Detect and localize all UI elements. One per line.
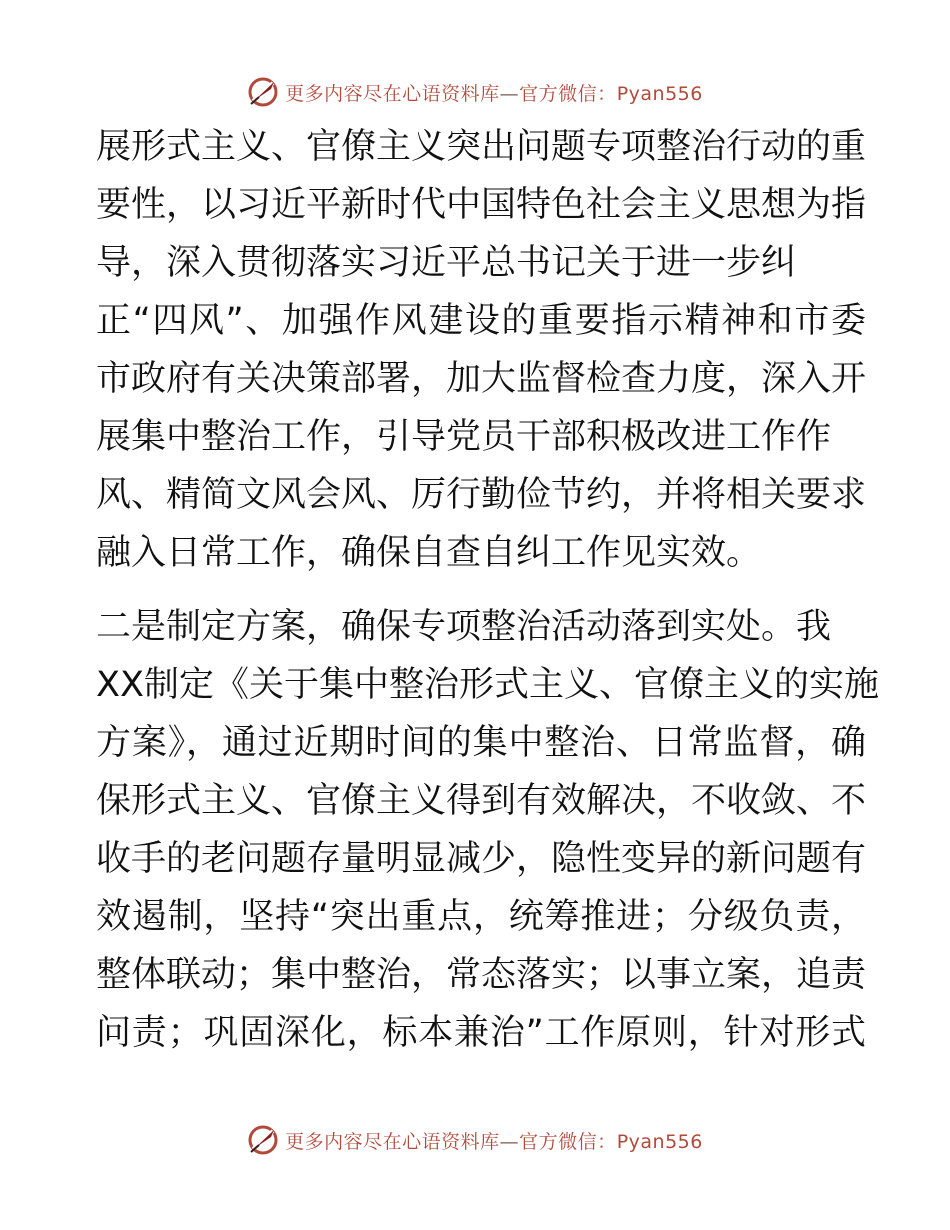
quill-logo-icon xyxy=(247,1123,281,1157)
text-line: 要性，以习近平新时代中国特色社会主义思想为指 xyxy=(96,185,867,225)
text-line: 市政府有关决策部署，加大监督检查力度，深入开 xyxy=(96,359,867,399)
header-watermark xyxy=(0,72,950,112)
watermark-sep: — xyxy=(499,1130,520,1153)
text-line: 风、精简文风会风、厉行勤俭节约，并将相关要求 xyxy=(96,475,867,515)
paragraph-1 xyxy=(96,118,866,582)
text-line: 展集中整治工作，引导党员干部积极改进工作作 xyxy=(96,417,832,457)
text-line: 保形式主义、官僚主义得到有效解决，不收敛、不 xyxy=(96,781,867,821)
paragraph-2 xyxy=(96,598,879,1062)
text-line: 正“四风”、加强作风建设的重要指示精神和市委 xyxy=(96,301,866,341)
text-line: 方案》，通过近期时间的集中整治、日常监督，确 xyxy=(96,723,866,763)
watermark-suffix: 官方微信： xyxy=(519,1130,617,1153)
paragraph-gap xyxy=(96,582,866,598)
watermark-main: 更多内容尽在心语资料库 xyxy=(285,82,500,105)
text-line: 导，深入贯彻落实习近平总书记关于进一步纠 xyxy=(96,243,797,283)
watermark-wechat: Pyan556 xyxy=(616,1130,703,1153)
text-line: 二是制定方案，确保专项整治活动落到实处。我 xyxy=(96,607,832,647)
text-line: 融入日常工作，确保自查自纠工作见实效。 xyxy=(96,533,762,573)
document-body xyxy=(96,118,879,1062)
text-line: 展形式主义、官僚主义突出问题专项整治行动的重 xyxy=(96,127,867,167)
footer-watermark xyxy=(0,1120,950,1160)
text-line: XX制定《关于集中整治形式主义、官僚主义的实施 xyxy=(96,665,879,705)
watermark-sep: — xyxy=(499,82,520,105)
text-line: 问责；巩固深化，标本兼治”工作原则，针对形式 xyxy=(96,1013,866,1053)
text-line: 收手的老问题存量明显减少，隐性变异的新问题有 xyxy=(96,839,867,879)
text-line: 整体联动；集中整治，常态落实；以事立案，追责 xyxy=(96,955,867,995)
watermark-main: 更多内容尽在心语资料库 xyxy=(285,1130,500,1153)
watermark-text xyxy=(285,79,703,106)
text-line: 效遏制，坚持“突出重点，统筹推进；分级负责， xyxy=(96,897,866,937)
watermark-wechat: Pyan556 xyxy=(616,82,703,105)
watermark-text xyxy=(285,1127,703,1154)
quill-logo-icon xyxy=(247,75,281,109)
watermark-suffix: 官方微信： xyxy=(519,82,617,105)
